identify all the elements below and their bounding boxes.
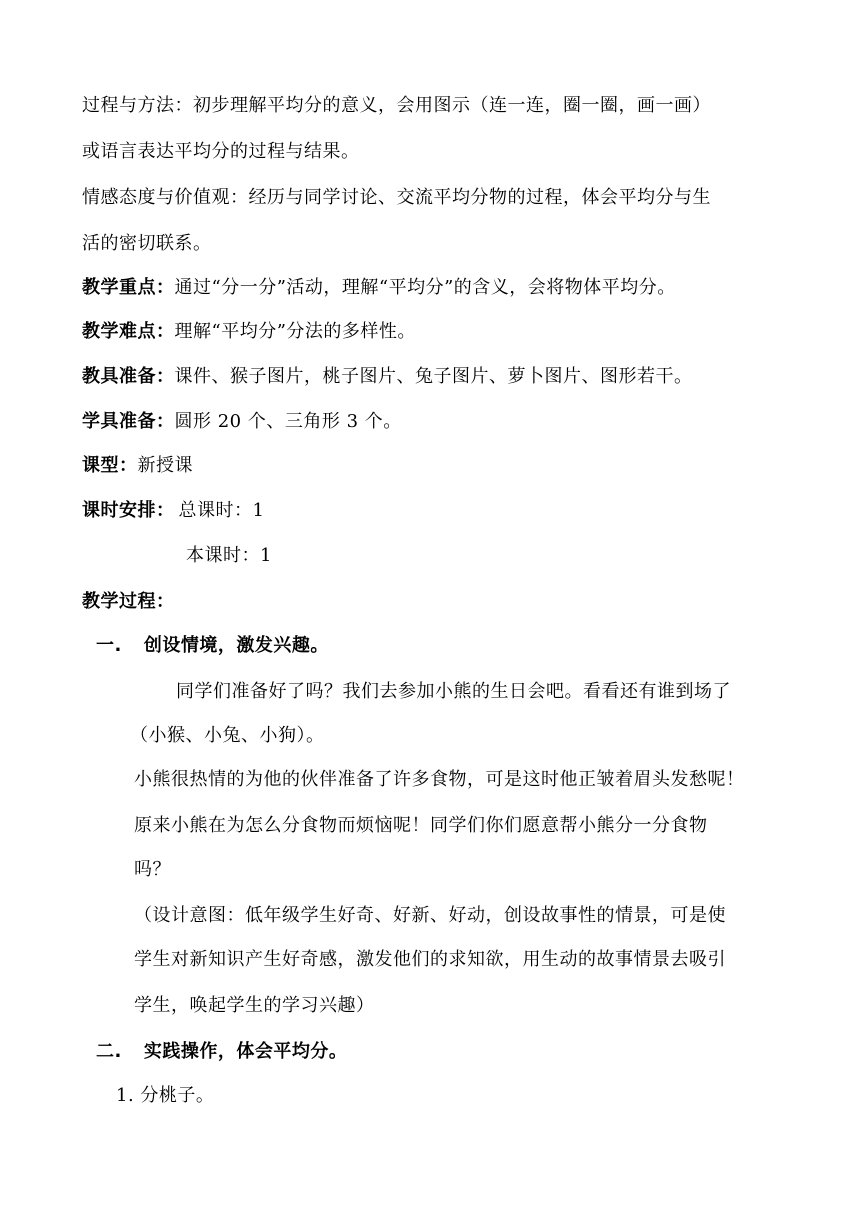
section-1-para-2-line-3: 吗？ [134, 859, 171, 880]
section-2-item-1: 1. 分桃子。 [116, 1085, 215, 1106]
schedule-row [82, 499, 264, 523]
section-1-para-2-line-2: 原来小熊在为怎么分食物而烦恼呢！同学们你们愿意帮小熊分一分食物 [134, 815, 708, 836]
process-objective-line-1: 过程与方法：初步理解平均分的意义，会用图示（连一连，圈一圈，画一画） [82, 95, 711, 116]
lesson-type-row [82, 454, 193, 478]
section-1-number: 一. [96, 635, 122, 656]
teaching-process-heading: 教学过程： [82, 591, 175, 612]
section-2-number: 二. [96, 1041, 122, 1062]
section-1-para-1-line-1: 同学们准备好了吗？我们去参加小熊的生日会吧。看看还有谁到场了 [176, 681, 731, 702]
key-point-text: 通过“分一分”活动，理解“平均分”的含义，会将物体平均分。 [174, 277, 676, 298]
student-tools-label: 学具准备： [82, 411, 175, 432]
section-1-heading [96, 634, 329, 658]
lesson-type-text: 新授课 [137, 455, 193, 476]
student-tools-row [82, 410, 402, 434]
teacher-tools-label: 教具准备： [82, 366, 175, 387]
student-tools-text: 圆形 20 个、三角形 3 个。 [174, 411, 402, 432]
key-point-label: 教学重点： [82, 277, 175, 298]
schedule-this: 本课时：1 [186, 545, 272, 566]
lesson-type-label: 课型： [82, 455, 138, 476]
schedule-label: 课时安排： [82, 500, 175, 521]
teacher-tools-text: 课件、猴子图片，桃子图片、兔子图片、萝卜图片、图形若干。 [174, 366, 693, 387]
difficulty-row [82, 320, 416, 344]
design-note-line-1: （设计意图：低年级学生好奇、好新、好动，创设故事性的情景，可是使 [134, 905, 726, 926]
teacher-tools-row [82, 365, 693, 389]
difficulty-text: 理解“平均分”分法的多样性。 [174, 321, 416, 342]
emotion-objective-line-2: 活的密切联系。 [82, 233, 212, 254]
design-note-line-2: 学生对新知识产生好奇感，激发他们的求知欲，用生动的故事情景去吸引 [134, 949, 726, 970]
section-1-title: 创设情境，激发兴趣。 [143, 635, 329, 656]
section-2-heading [96, 1040, 347, 1064]
difficulty-label: 教学难点： [82, 321, 175, 342]
design-note-line-3: 学生，唤起学生的学习兴趣） [134, 995, 375, 1016]
process-objective-line-2: 或语言表达平均分的过程与结果。 [82, 141, 360, 162]
key-point-row [82, 276, 676, 300]
emotion-objective-line-1: 情感态度与价值观：经历与同学讨论、交流平均分物的过程，体会平均分与生 [82, 187, 711, 208]
section-1-para-1-line-2: （小猴、小兔、小狗）。 [130, 725, 325, 746]
schedule-total: 总课时：1 [178, 500, 265, 521]
section-2-title: 实践操作，体会平均分。 [143, 1041, 348, 1062]
section-1-para-2-line-1: 小熊很热情的为他的伙伴准备了许多食物，可是这时他正皱着眉头发愁呢！ [134, 769, 745, 790]
